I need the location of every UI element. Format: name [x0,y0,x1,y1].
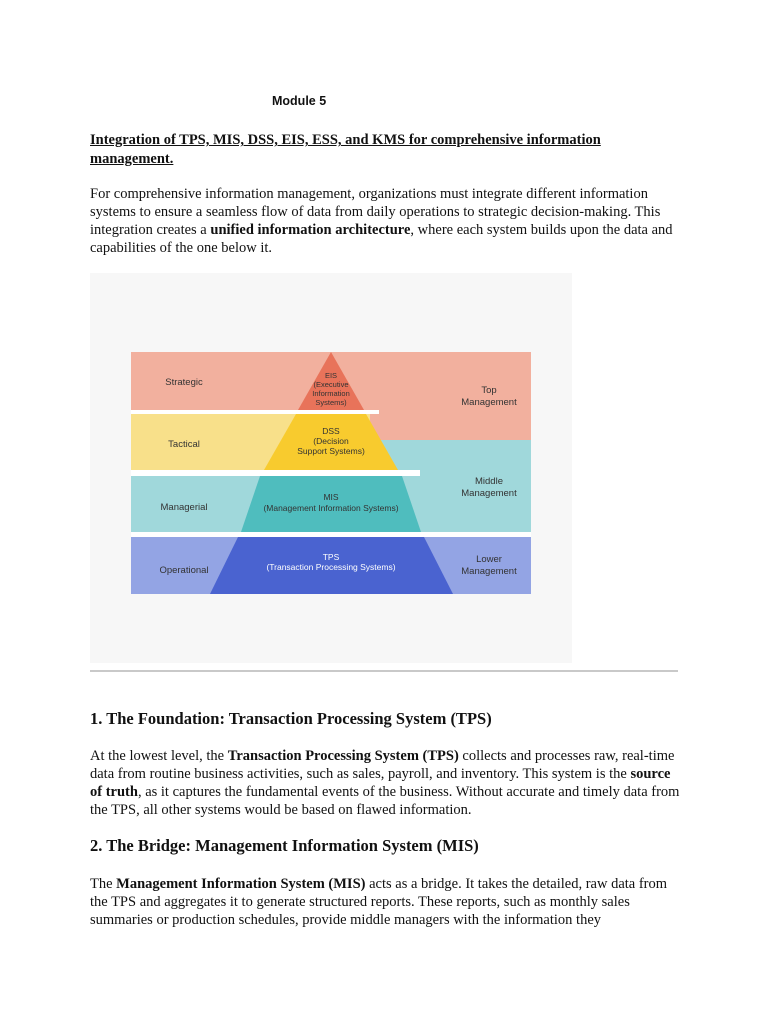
section-2-paragraph: The Management Information System (MIS) acts as a bridge. It takes the detailed, raw data from the TPS and aggregates it to generate structured reports. These reports, such as monthly sales summaries or production schedules, provide middle managers with the information they [90,876,668,928]
eis-label-line3: Information [312,389,350,398]
lower-management-line1: Lower [476,554,502,565]
horizontal-divider [90,670,678,672]
tps-label-line2: (Transaction Processing Systems) [266,562,396,572]
section-1-paragraph: At the lowest level, the Transaction Processing System (TPS) collects and processes raw, real-time data from routine business activities, such as sales, payroll, and inventory. This system is the source of truth, as it captures the fundamental events of the business. Without accurate and timely data from the TPS, all other systems would be based on flawed information. [90,748,680,818]
information-systems-pyramid-diagram [90,273,572,663]
level-label-strategic: Strategic [165,377,203,388]
intro-emphasis: unified information architecture [210,222,411,238]
level-label-operational: Operational [159,565,209,576]
middle-management-line1: Middle [475,476,503,487]
eis-label-line4: Systems) [315,398,347,407]
module-label: Module 5 [272,94,327,108]
level-label-managerial: Managerial [160,502,208,513]
level-label-tactical: Tactical [168,439,200,450]
eis-label-line2: (Executive [313,380,349,389]
tps-label-line1: TPS [322,552,340,562]
dss-label-line3: Support Systems) [297,446,365,456]
document-heading: Integration of TPS, MIS, DSS, EIS, ESS, and KMS for comprehensive information management. [90,132,601,167]
pyramid-svg [90,273,572,663]
top-management-line2: Management [461,397,517,408]
intro-paragraph: For comprehensive information management, organizations must integrate different information systems to ensure a seamless flow of data from daily operations to strategic decision-making. This integration creates a unified information architecture, where each system builds upon the data and capabilities of the one below it. [90,186,673,256]
top-management-area [370,352,531,440]
lower-management-line2: Management [461,566,517,577]
middle-management-line2: Management [461,488,517,499]
dss-label-line1: DSS [322,426,340,436]
eis-label-line1: EIS [324,371,338,380]
top-management-line1: Top [481,385,497,396]
section-1-title: 1. The Foundation: Transaction Processing System (TPS) [90,709,492,728]
mis-label-line1: MIS [323,492,339,502]
section-2-title: 2. The Bridge: Management Information System (MIS) [90,836,479,855]
mis-label-line2: (Management Information Systems) [263,503,399,513]
dss-label-line2: (Decision [313,436,349,446]
